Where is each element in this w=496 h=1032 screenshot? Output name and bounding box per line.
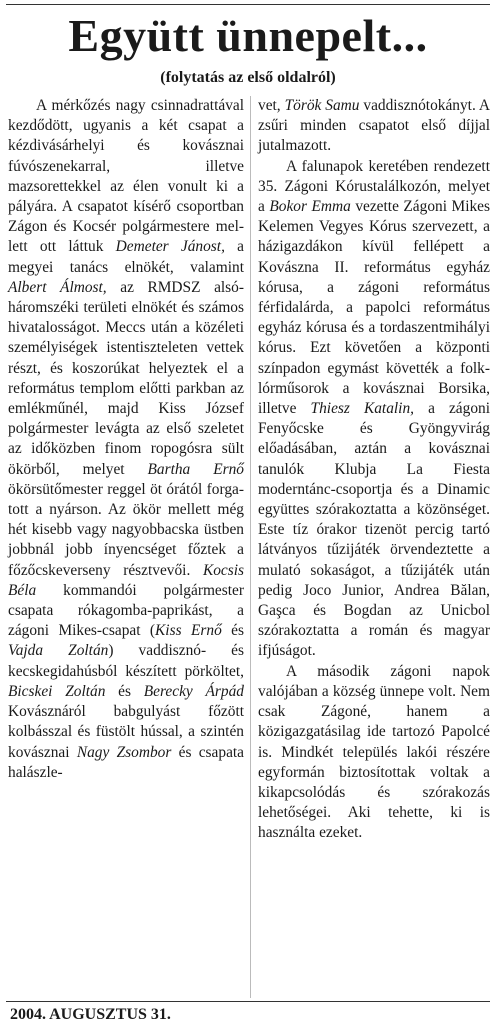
continuation-note: (folytatás az első oldalról): [160, 69, 336, 86]
right-paragraph-continued: [258, 96, 490, 157]
text-run: kommandói polgármester csapata rókagomba-paprikást, a zágoni Mikes-csapat (: [8, 581, 244, 640]
person-name: Bokor Emma: [269, 198, 351, 216]
issue-date: 2004. AUGUSZTUS 31.: [10, 1006, 171, 1023]
text-run: vezette Zágoni Mikes Kelemen Vegyes Kórus szervezett, a házigazdákon kívül fellépett a Kovászna II. református egyház kórusa, a zágoni református férfidalárda, a papolci református egyház kórusa és a tordaszentmihályi kórus. Ezt követően a központi színpadon egymást követték a folklórműsorok a kovásznai Borsika, illetve: [258, 198, 490, 418]
person-name: Bartha Ernő: [147, 460, 244, 478]
text-run: és: [105, 682, 144, 700]
person-name: Kocsis Béla: [8, 561, 244, 599]
text-run: ) vaddisznó- és kecskegidahúsból készített pörköltet,: [8, 642, 244, 680]
bottom-rule: [6, 1001, 490, 1002]
top-rule: [6, 4, 490, 5]
person-name: Nagy Zsombor: [76, 743, 172, 761]
text-run: és: [221, 622, 245, 640]
text-run: Kovásznáról babgulyást főzött kolbásszal és füstölt hússal, a szintén kovásznai: [8, 703, 244, 761]
text-run: a megyei tanács elnökét, valamint: [8, 238, 245, 276]
text-run: A mérkőzés nagy csinnadrattával kezdődött, ugyanis a két csapat a kézdivásárhelyi és kovásznai fúvószenekarral, illetve mazsorettekkel az élen vonult ki a pályára. A csapatot kísérő csoportban Zágon és Kocsér polgármestere mellett ott láttuk: [8, 97, 244, 256]
person-name: Kiss Ernő: [155, 622, 222, 640]
right-paragraph-choir: [258, 157, 490, 662]
column-divider: [250, 96, 251, 998]
person-name: Török Samu: [284, 97, 360, 114]
right-paragraph-closing: A második zágoni napok valójában a község ünnepe volt. Nem csak Zágoné, hanem a közigazgatásilag ide tartozó Papolcé is. Mindkét település lakói részére egyformán biztosítottak voltak a kikapcsolódás és szórakozás lehetőségei. Aki tehette, ki is használta ezeket.: [258, 662, 490, 842]
text-run: és csapata halászle-: [8, 743, 245, 781]
left-paragraph: [8, 96, 244, 783]
text-run: ökörsütőmester reggel öt órától forgatott a nyárson. Az ökör mellett még hét kisebb vagy nagyobbacska üstben jobbnál jobb ínyencséget főztek a főzőcskeverseny résztvevői.: [8, 480, 244, 579]
person-name: Bicskei Zoltán: [8, 682, 106, 700]
text-run: vaddisznótokányt. A zsűri minden csapatot első díjjal jutalmazott.: [258, 97, 490, 155]
text-run: A falunapok keretében rendezett 35. Zágoni Kórustalálkozón, melyet a: [258, 157, 490, 216]
text-run: az RMDSZ alsó-háromszéki területi elnökét és számos hivatalosságot. Meccs után a közéleti személyiségek istentiszteleten vettek részt, és koszorúkat helyeztek el a református templom előtti parkban az emlékműnél, majd Kiss József polgármester levágta az első szeletet az időközben finom ropogósra sült ökörből, melyet: [8, 278, 244, 478]
left-column: [8, 96, 244, 783]
text-run: a zágoni Fenyőcske és Gyöngyvirág előadásában, aztán a kovásznai tanulók Klubja La Fiesta moderntánc-csoportja és a Dinamic együttes szórakoztatta a közönséget. Este tíz órakor tizenöt percig tartó látványos tűzijáték örvendeztette a mulató sokaságot, a tűzijáték után pedig Joco Junior, Andrea Bălan, Gaşca és Bogdan az Unicbol szórakoztatta a román és magyar ifjúságot.: [258, 400, 491, 660]
person-name: Albert Álmost,: [8, 278, 107, 296]
text-run: vet,: [258, 97, 285, 114]
person-name: Vajda Zoltán: [8, 642, 109, 660]
right-column: [258, 96, 490, 844]
person-name: Berecky Árpád: [143, 682, 244, 700]
person-name: Demeter Jánost,: [115, 238, 225, 256]
article-headline: Együtt ünnepelt...: [68, 10, 428, 61]
person-name: Thiesz Katalin,: [310, 400, 414, 418]
